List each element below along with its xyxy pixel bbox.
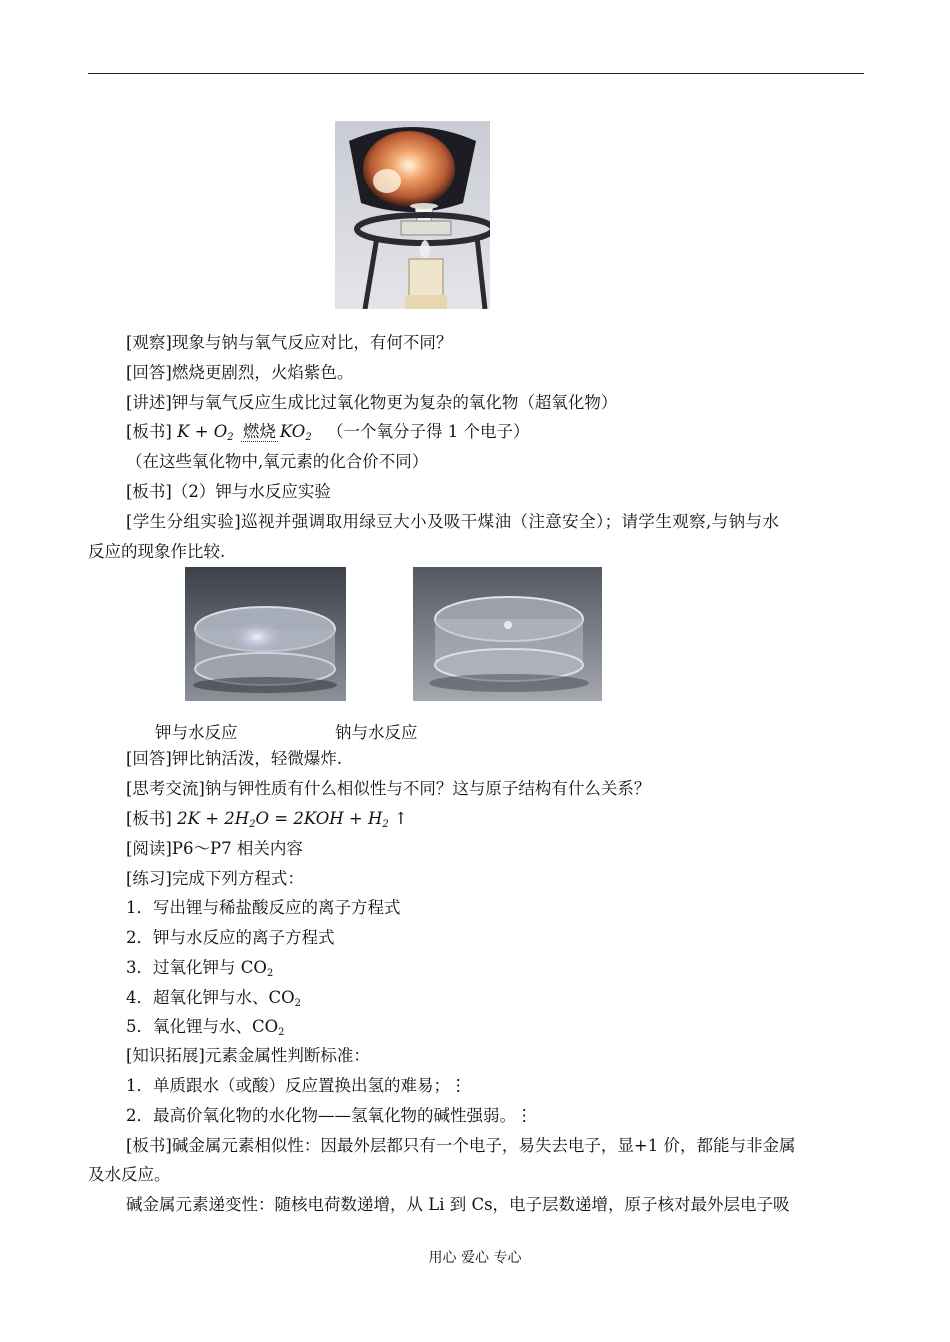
potassium-water-figure [185,567,346,701]
group-experiment-line-1: [学生分组实验]巡视并强调取用绿豆大小及吸干煤油（注意安全）；请学生观察,与钠与水 [126,512,780,531]
board-line-2: [板书]（2）钾与水反应实验 [126,482,331,501]
exercise-line: [练习]完成下列方程式： [126,869,304,888]
think-line: [思考交流]钠与钾性质有什么相似性与不同？这与原子结构有什么关系？ [126,779,651,798]
exercise-item-5: 5．氧化锂与水、$CO_2$ [126,1017,285,1038]
figure-caption-potassium: 钾与水反应 [155,723,238,742]
reaction-condition: 燃烧 [242,422,276,441]
exercise-item-3: 3．过氧化钾与 $CO_2$ [126,958,274,979]
board-equation-1 [126,421,866,443]
observe-line: [观察]现象与钠与氧气反应对比，有何不同？ [126,333,453,352]
board-line-4: [板书]碱金属元素相似性：因最外层都只有一个电子，易失去电子，显+1 价，都能与非金属 [126,1136,796,1155]
potassium-burning-figure [335,121,490,309]
extension-item-1: 1．单质跟水（或酸）反应置换出氢的难易；⋮ [126,1076,467,1095]
exercise-item-2: 2．钾与水反应的离子方程式 [126,928,335,947]
trend-line: 碱金属元素递变性：随核电荷数递增，从 Li 到 Cs，电子层数递增，原子核对最外层电子吸 [126,1195,790,1214]
page-footer: 用心 爱心 专心 [428,1250,522,1266]
board-label: [板书] [126,809,172,828]
board-line-4-cont: 及水反应。 [88,1165,171,1184]
extension-line: [知识拓展]元素金属性判断标准： [126,1046,370,1065]
answer-line-1: [回答]燃烧更剧烈，火焰紫色。 [126,363,354,382]
header-rule [88,73,864,74]
equation-note: （一个氧分子得 1 个电子） [326,422,530,441]
board-label: [板书] [126,422,172,441]
valence-note: （在这些氧化物中,氧元素的化合价不同） [126,452,429,471]
equation-k-water: $2K + 2H_2O = 2KOH + H_2$ ↑ [177,809,408,830]
extension-item-2: 2．最高价氧化物的水化物——氢氧化物的碱性强弱。⋮ [126,1106,533,1125]
lecture-line: [讲述]钾与氧气反应生成比过氧化物更为复杂的氧化物（超氧化物） [126,393,618,412]
read-line: [阅读]P6～P7 相关内容 [126,839,303,858]
group-experiment-line-2: 反应的现象作比较. [88,542,226,561]
exercise-item-1: 1．写出锂与稀盐酸反应的离子方程式 [126,898,401,917]
sodium-water-figure [413,567,602,701]
board-equation-2 [126,808,866,830]
exercise-item-4: 4．超氧化钾与水、$CO_2$ [126,988,302,1009]
equation-k-o2: $K + O_2$ 燃烧 $KO_2$ [177,422,312,443]
answer-line-2: [回答]钾比钠活泼，轻微爆炸. [126,749,343,768]
gas-arrow-icon: ↑ [394,809,408,828]
figure-caption-sodium: 钠与水反应 [335,723,418,742]
